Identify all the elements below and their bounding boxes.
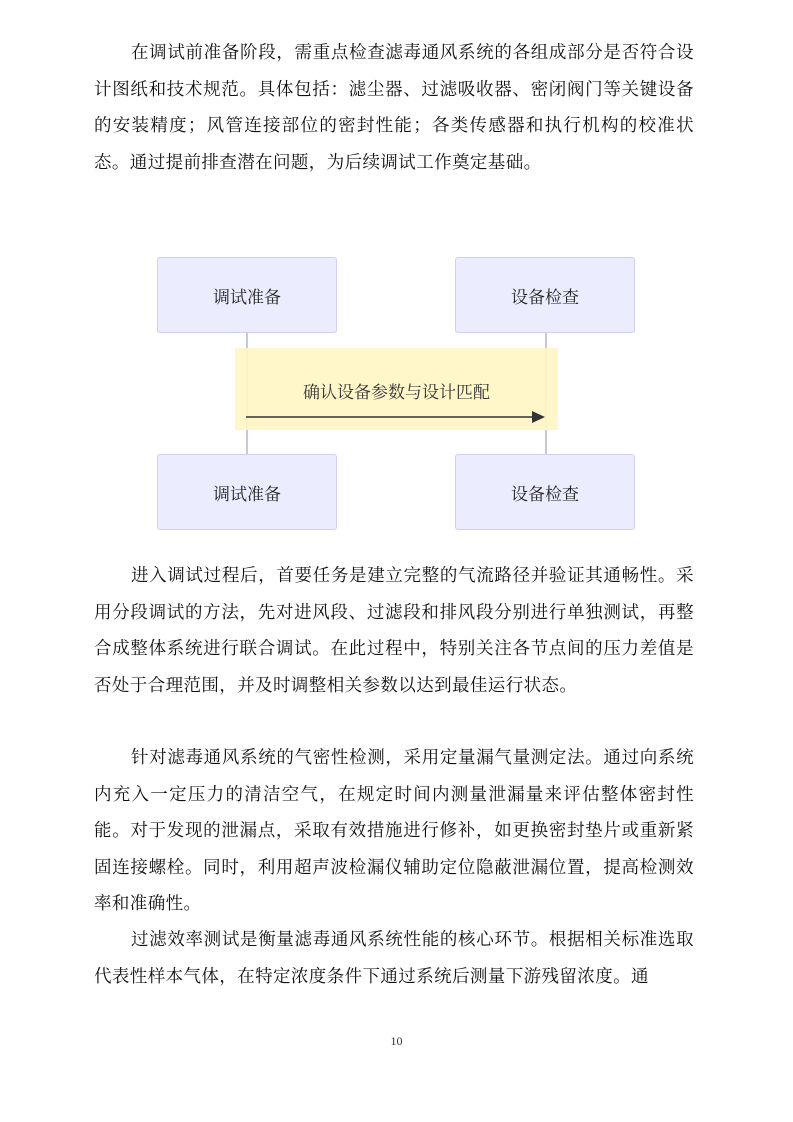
- actor-equipment-check-top: [455, 257, 635, 333]
- actor-label: 调试准备: [213, 484, 281, 505]
- sequence-diagram: [150, 250, 650, 540]
- paragraph-preparation: 在调试前准备阶段，需重点检查滤毒通风系统的各组成部分是否符合设计图纸和技术规范。具体包括：滤尘器、过滤吸收器、密闭阀门等关键设备的安装精度；风管连接部位的密封性能；各类传感器和执行机构的校准状态。通过提前排查潜在问题，为后续调试工作奠定基础。: [94, 43, 694, 173]
- arrowhead-icon: [532, 411, 545, 423]
- actor-label: 调试准备: [213, 287, 281, 308]
- actor-debug-prep-bottom: [157, 454, 337, 530]
- message-arrow: [246, 410, 546, 424]
- message-label: 确认设备参数与设计匹配: [303, 383, 490, 403]
- paragraph-airtightness: 针对滤毒通风系统的气密性检测，采用定量漏气量测定法。通过向系统内充入一定压力的清洁空气，在规定时间内测量泄漏量来评估整体密封性能。对于发现的泄漏点，采取有效措施进行修补，如更换密封垫片或重新紧固连接螺栓。同时，利用超声波检漏仪辅助定位隐蔽泄漏位置，提高检测效率和准确性。: [94, 748, 694, 914]
- actor-equipment-check-bottom: [455, 454, 635, 530]
- actor-debug-prep-top: [157, 257, 337, 333]
- actor-label: 设备检查: [511, 287, 579, 308]
- paragraph-filter-efficiency: 过滤效率测试是衡量滤毒通风系统性能的核心环节。根据相关标准选取代表性样本气体，在特定浓度条件下通过系统后测量下游残留浓度。通: [94, 930, 694, 987]
- page-number: 10: [390, 1034, 403, 1048]
- paragraph-debug-process: 进入调试过程后，首要任务是建立完整的气流路径并验证其通畅性。采用分段调试的方法，先对进风段、过滤段和排风段分别进行单独测试，再整合成整体系统进行联合调试。在此过程中，特别关注各节点间的压力差值是否处于合理范围，并及时调整相关参数以达到最佳运行状态。: [94, 566, 694, 696]
- actor-label: 设备检查: [511, 484, 579, 505]
